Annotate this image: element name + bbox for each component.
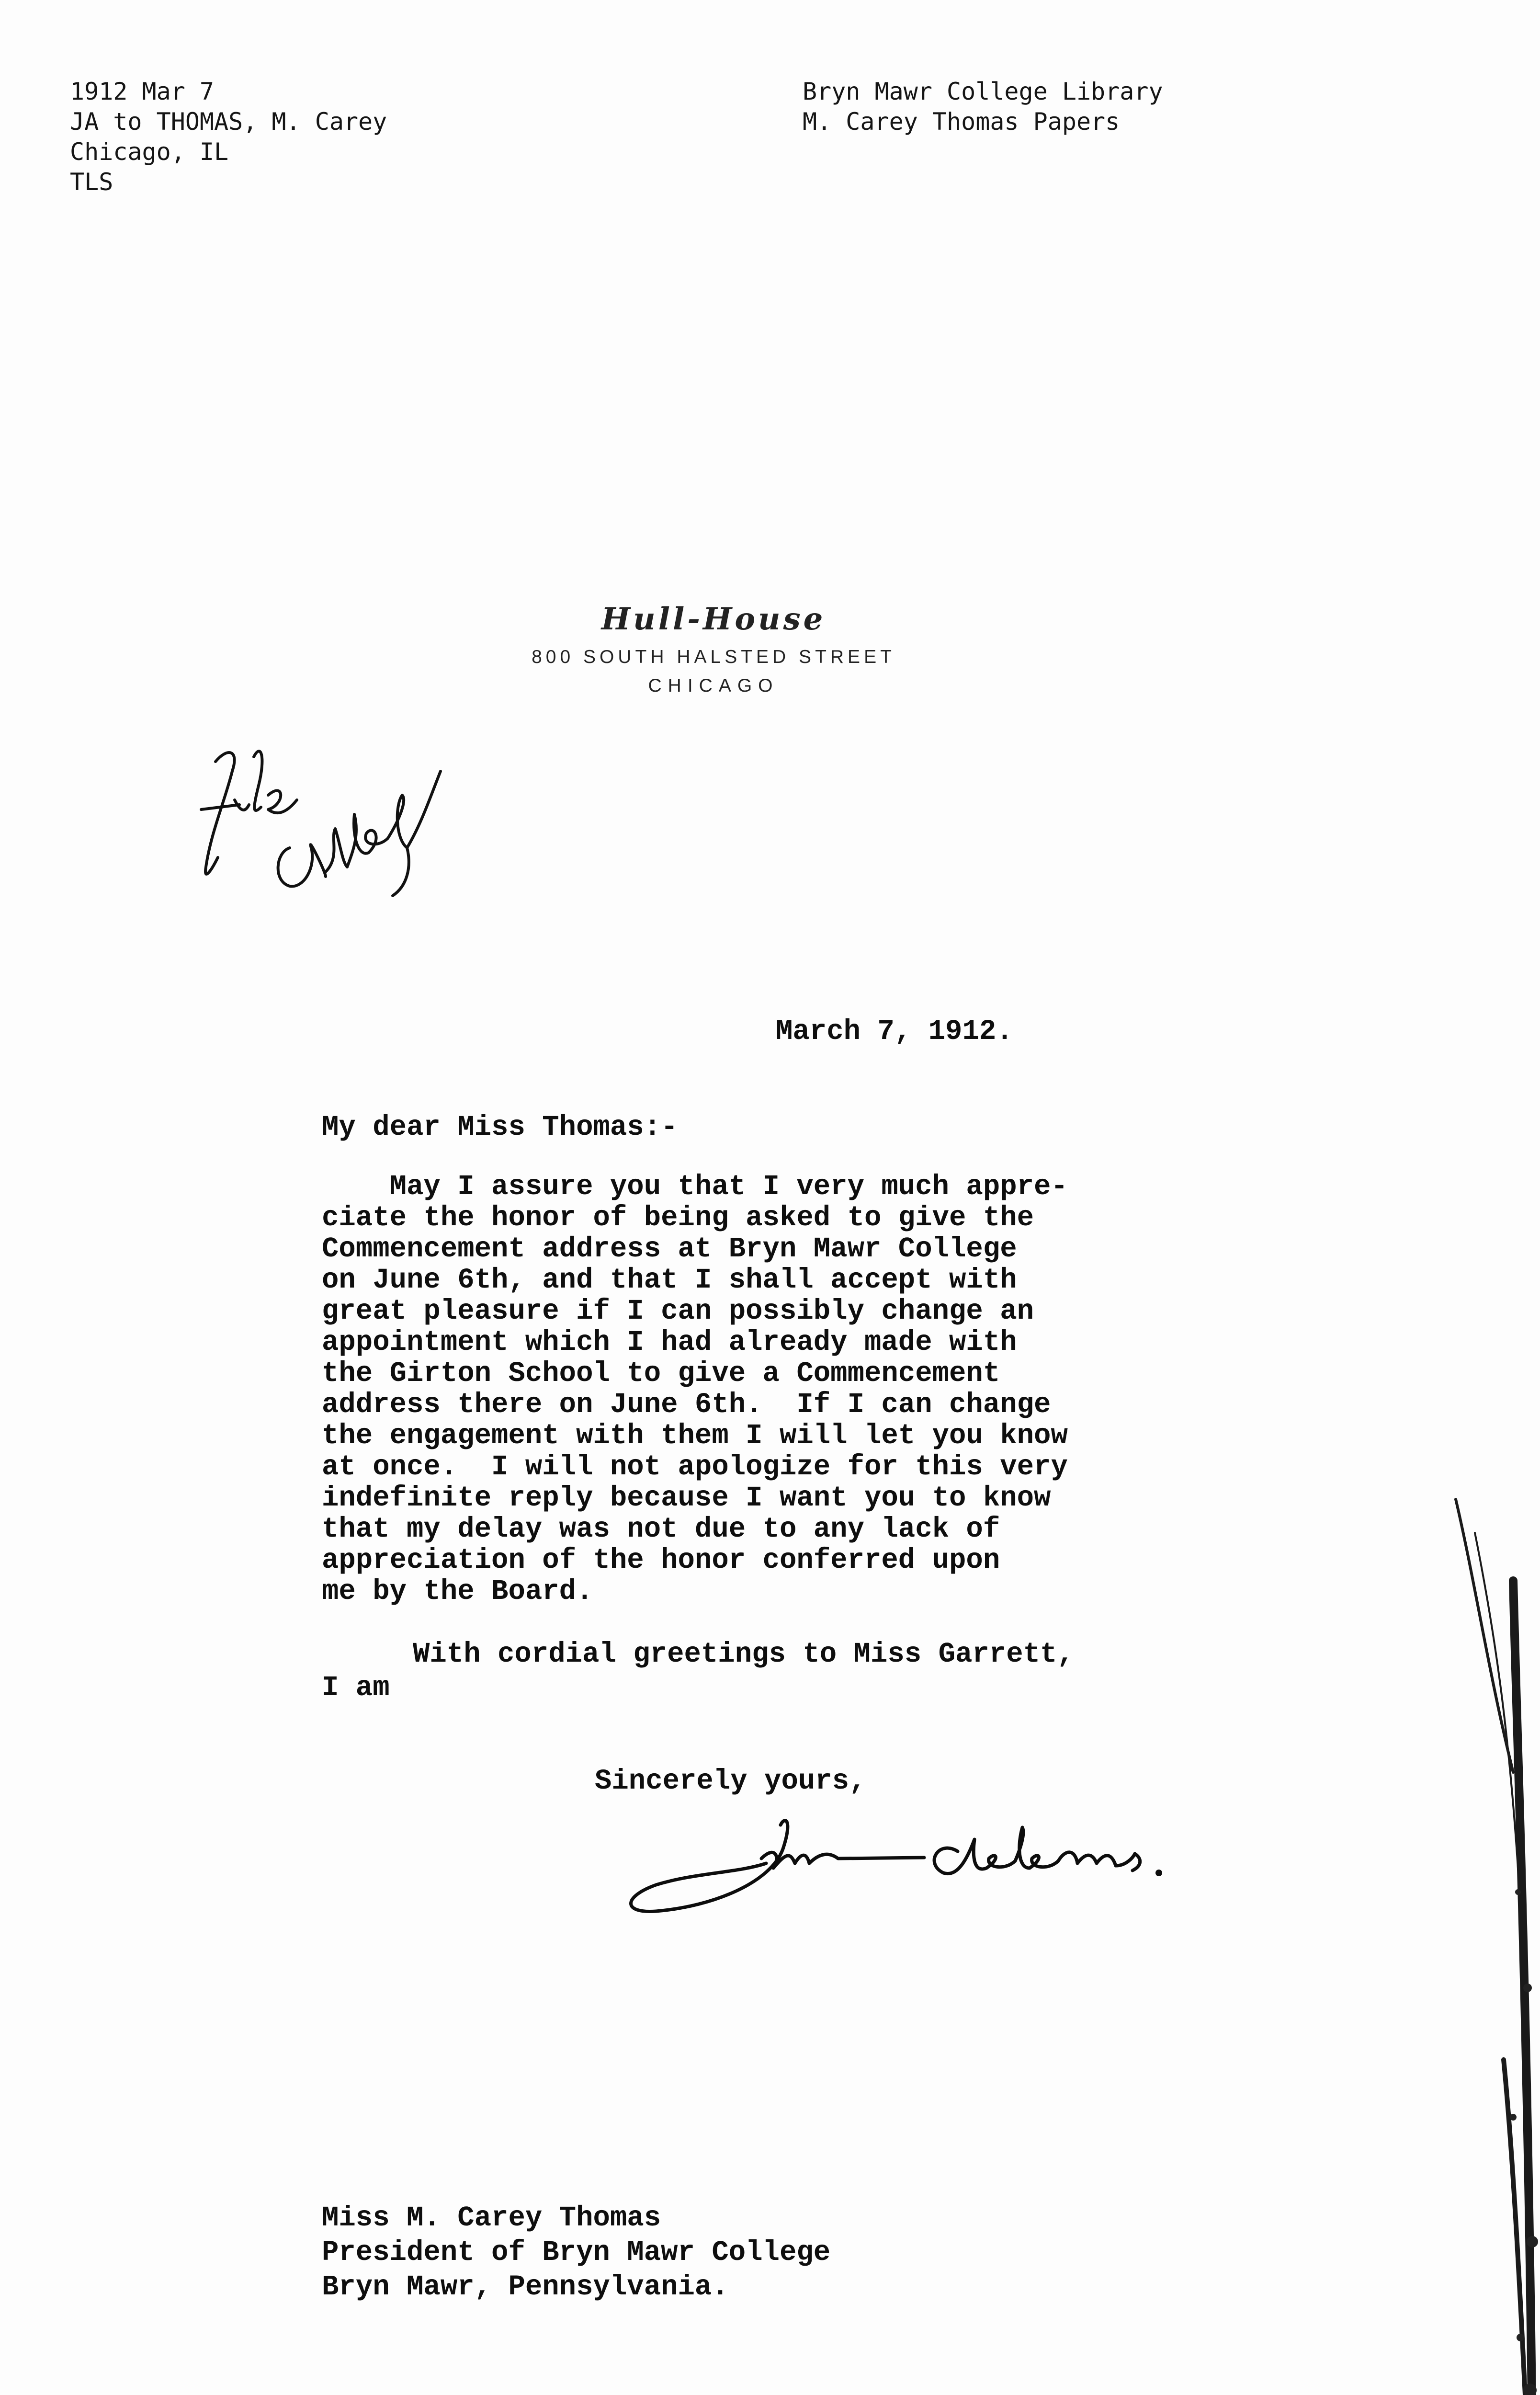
recipient-address [322, 2201, 830, 2304]
salutation: My dear Miss Thomas:- [322, 1111, 678, 1143]
catalog-info [70, 77, 387, 197]
archive-source [803, 77, 1163, 137]
body-line: at once. I will not apologize for this very [322, 1451, 1068, 1483]
body-line: on June 6th, and that I shall accept with [322, 1264, 1017, 1296]
body-line: the Girton School to give a Commencement [322, 1357, 1000, 1390]
catalog-type: TLS [70, 168, 113, 196]
body-line: May I assure you that I very much appre- [322, 1171, 1068, 1203]
body-line: ciate the honor of being asked to give the [322, 1202, 1034, 1234]
letterhead-street: 800 SOUTH HALSTED STREET [532, 647, 895, 667]
closing-i-am: I am [322, 1672, 390, 1704]
body-line: address there on June 6th. If I can change [322, 1389, 1051, 1421]
body-line: indefinite reply because I want you to know [322, 1482, 1051, 1514]
letterhead-name: Hull-House [601, 601, 826, 637]
catalog-date: 1912 Mar 7 [70, 78, 215, 105]
valediction: Sincerely yours, [595, 1765, 866, 1797]
letterhead-city: CHICAGO [648, 675, 779, 696]
body-line: the engagement with them I will let you know [322, 1420, 1068, 1452]
recipient-name: Miss M. Carey Thomas [322, 2202, 661, 2234]
letterhead [498, 601, 929, 696]
archive-collection: M. Carey Thomas Papers [803, 108, 1120, 136]
recipient-location: Bryn Mawr, Pennsylvania. [322, 2271, 729, 2303]
letter-date: March 7, 1912. [776, 1015, 1013, 1048]
body-line: that my delay was not due to any lack of [322, 1513, 1000, 1545]
closing-greeting: With cordial greetings to Miss Garrett, [413, 1638, 1074, 1670]
body-line: great pleasure if I can possibly change an [322, 1295, 1034, 1327]
body-line: Commencement address at Bryn Mawr College [322, 1233, 1017, 1265]
body-line: appreciation of the honor conferred upon [322, 1544, 1000, 1576]
scan-edge-artifact [1417, 0, 1540, 2395]
signature [618, 1806, 1298, 1921]
letter-body [322, 1171, 1068, 1607]
body-line: me by the Board. [322, 1575, 593, 1608]
recipient-title: President of Bryn Mawr College [322, 2236, 831, 2269]
catalog-correspondents: JA to THOMAS, M. Carey [70, 108, 387, 136]
catalog-place: Chicago, IL [70, 138, 229, 166]
archive-library: Bryn Mawr College Library [803, 78, 1163, 105]
body-line: appointment which I had already made with [322, 1326, 1017, 1358]
handwritten-annotation [182, 728, 450, 910]
